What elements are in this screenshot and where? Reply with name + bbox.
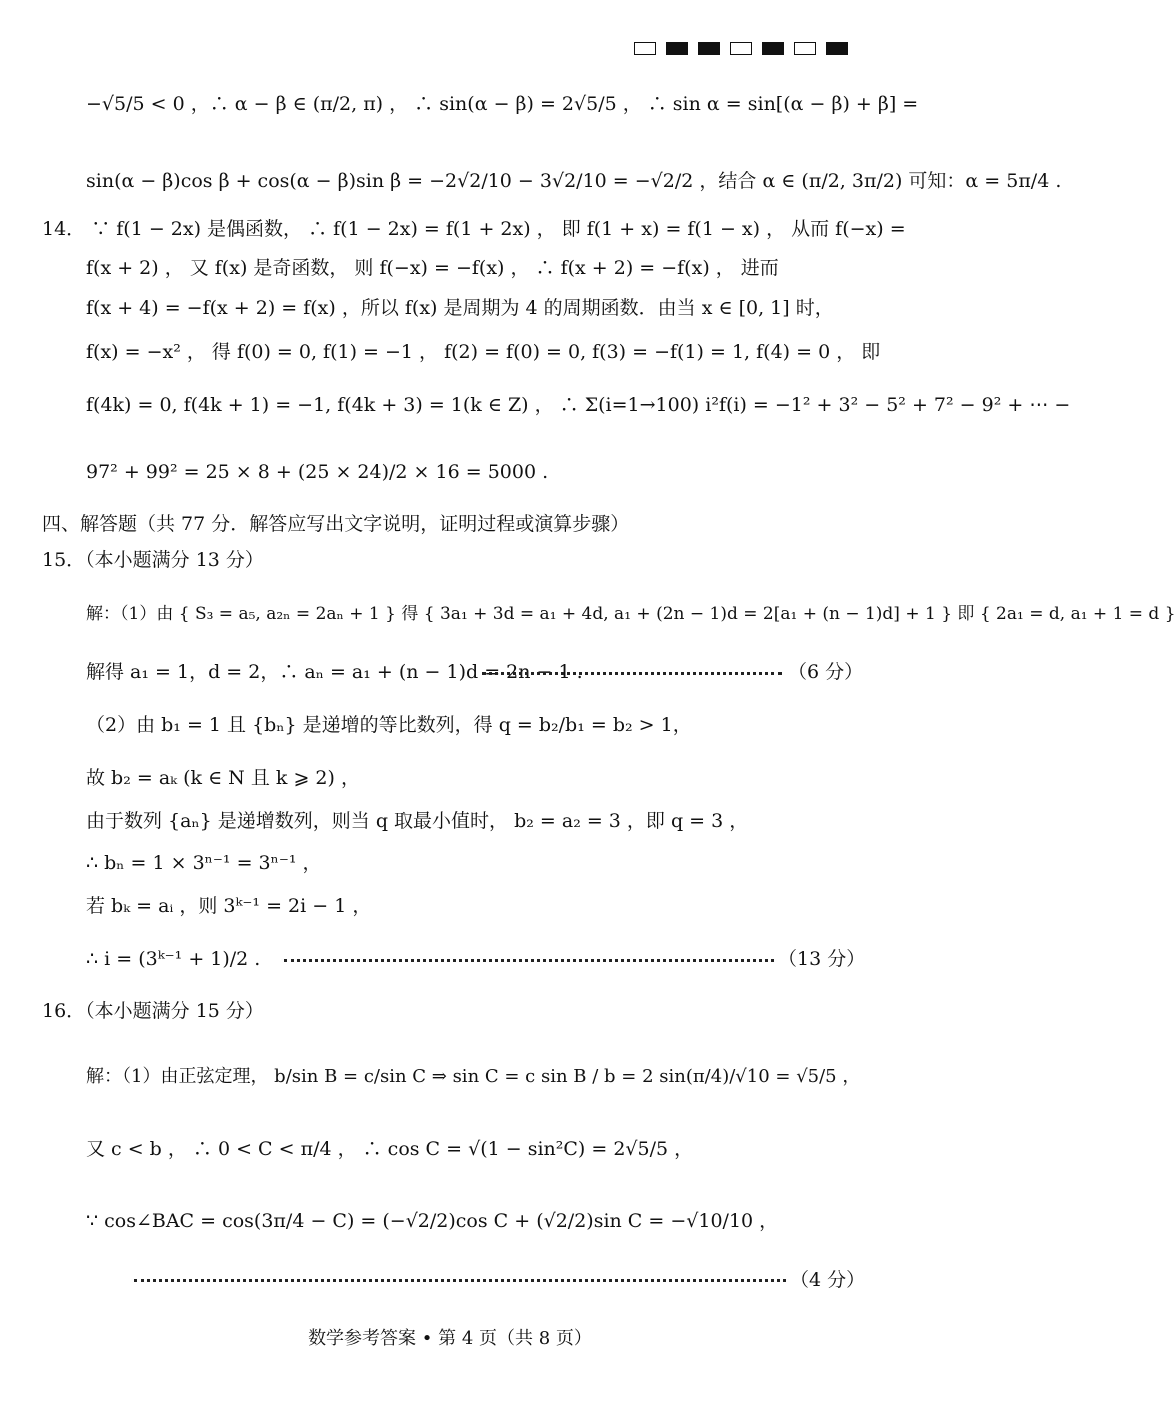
q13-line-1: −√5/5 < 0 ，∴ α − β ∈ (π/2, π) ， ∴ sin(α − β) = 2√5/5 ， ∴ sin α = sin[(α − β) + β] =	[86, 93, 919, 115]
q14-line-5: f(4k) = 0, f(4k + 1) = −1, f(4k + 3) = 1(k ∈ Z) ， ∴ Σ(i=1→100) i²f(i) = −1² + 3² − 5² + 7² − 9² + ⋯ −	[86, 394, 1071, 416]
marker-box-empty	[794, 42, 816, 55]
q14-line-3: f(x + 4) = −f(x + 2) = f(x) ，所以 f(x) 是周期为 4 的周期函数．由当 x ∈ [0, 1] 时，	[86, 297, 834, 319]
marker-box-filled	[762, 42, 784, 55]
marker-box-empty	[634, 42, 656, 55]
q15-line-7: 若 bₖ = aᵢ ，则 3ᵏ⁻¹ = 2i − 1 ，	[86, 895, 372, 917]
q15-line-5: 由于数列 {aₙ} 是递增数列，则当 q 取最小值时， b₂ = a₂ = 3 ，即 q = 3 ，	[86, 810, 749, 832]
section-title: 四、解答题（共 77 分．解答应写出文字说明，证明过程或演算步骤）	[42, 513, 630, 535]
q16-header: 16．（本小题满分 15 分）	[42, 1000, 264, 1022]
q15-line-6: ∴ bₙ = 1 × 3ⁿ⁻¹ = 3ⁿ⁻¹ ，	[86, 852, 322, 874]
dot-leader	[482, 672, 782, 675]
marker-box-filled	[826, 42, 848, 55]
dot-leader	[284, 959, 774, 962]
q15-line-8: ∴ i = (3ᵏ⁻¹ + 1)/2 .	[86, 948, 261, 970]
score-4: （4 分）	[790, 1269, 866, 1291]
q15-header: 15．（本小题满分 13 分）	[42, 549, 264, 571]
page-footer: 数学参考答案 • 第 4 页（共 8 页）	[308, 1328, 592, 1349]
dot-leader	[134, 1279, 786, 1282]
page-marker-boxes	[634, 42, 848, 55]
q15-line-1: 解：（1）由 { S₃ = a₅, a₂ₙ = 2aₙ + 1 } 得 { 3a₁ + 3d = a₁ + 4d, a₁ + (2n − 1)d = 2[a₁ + (n − 1)d] + 1 } 即 { 2a₁ = d, a₁ + 1 = d }	[86, 604, 1176, 624]
q14-line-6: 97² + 99² = 25 × 8 + (25 × 24)/2 × 16 = 5000 .	[86, 461, 549, 483]
marker-box-filled	[698, 42, 720, 55]
score-6: （6 分）	[788, 661, 864, 683]
q15-line-4: 故 b₂ = aₖ (k ∈ N 且 k ⩾ 2) ，	[86, 767, 360, 789]
q15-line-3: （2）由 b₁ = 1 且 {bₙ} 是递增的等比数列，得 q = b₂/b₁ = b₂ > 1，	[86, 714, 692, 736]
q13-line-2: sin(α − β)cos β + cos(α − β)sin β = −2√2/10 − 3√2/10 = −√2/2 ，结合 α ∈ (π/2, 3π/2) 可知：α = 5π/4 .	[86, 170, 1062, 192]
q14-line-1: 14． ∵ f(1 − 2x) 是偶函数， ∴ f(1 − 2x) = f(1 + 2x) ， 即 f(1 + x) = f(1 − x) ， 从而 f(−x) =	[42, 218, 906, 240]
q15-line-2: 解得 a₁ = 1，d = 2，∴ aₙ = a₁ + (n − 1)d = 2n − 1 .	[86, 661, 583, 683]
q14-line-4: f(x) = −x² ， 得 f(0) = 0, f(1) = −1 ， f(2) = f(0) = 0, f(3) = −f(1) = 1, f(4) = 0 ， 即	[86, 341, 881, 363]
q16-line-2: 又 c < b ， ∴ 0 < C < π/4 ， ∴ cos C = √(1 − sin²C) = 2√5/5 ，	[86, 1138, 694, 1160]
q16-line-1: 解：（1）由正弦定理， b/sin B = c/sin C ⇒ sin C = c sin B / b = 2 sin(π/4)/√10 = √5/5 ，	[86, 1066, 861, 1087]
marker-box-filled	[666, 42, 688, 55]
q14-line-2: f(x + 2) ， 又 f(x) 是奇函数， 则 f(−x) = −f(x) ， ∴ f(x + 2) = −f(x) ， 进而	[86, 257, 779, 279]
score-13: （13 分）	[778, 948, 866, 970]
marker-box-empty	[730, 42, 752, 55]
q16-line-3: ∵ cos∠BAC = cos(3π/4 − C) = (−√2/2)cos C + (√2/2)sin C = −√10/10 ，	[86, 1210, 779, 1232]
